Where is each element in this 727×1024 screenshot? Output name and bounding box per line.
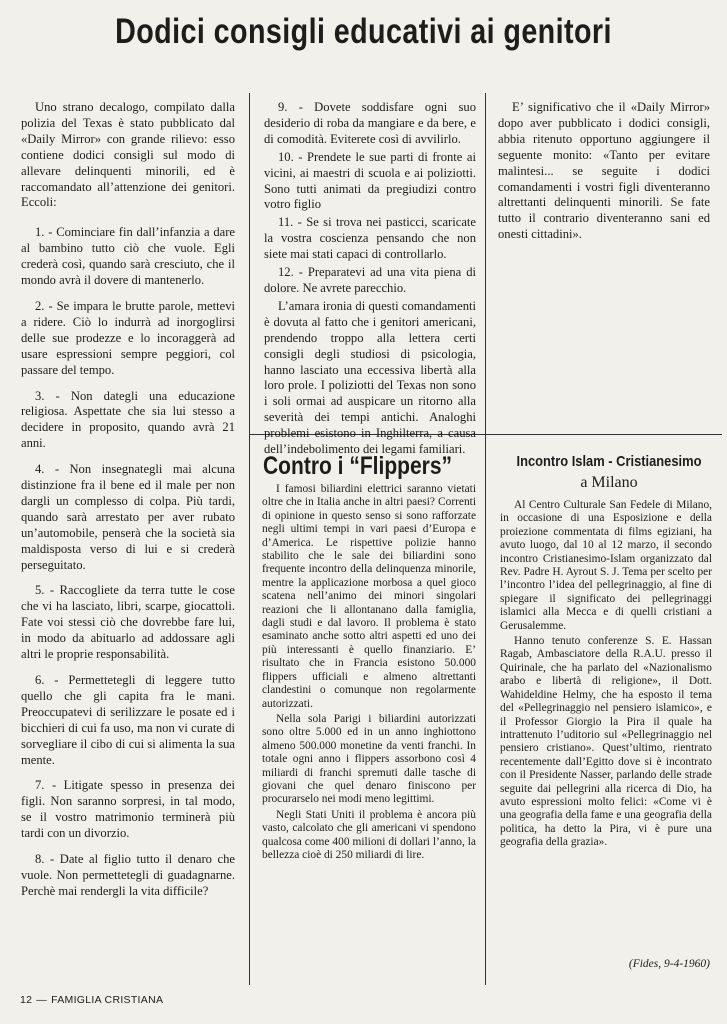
advice-item: 6. - Permettetegli di leggere tutto quello che gli capita fra le mani. Preoccupatevi di serilizzare le posate ed i bicchieri di cui fa uso, ma non vi curate di sorvegliare il cibo di cui si alimenta la sua mente. bbox=[21, 673, 235, 767]
islam-title: Incontro Islam - Cristianesimo bbox=[516, 453, 702, 470]
advice-item: 12. - Preparatevi ad una vita piena di dolore. Ne avrete parecchio. bbox=[264, 265, 476, 295]
article-closing-paragraph: E’ significativo che il «Daily Mirror» dopo aver pubblicato i dodici consigli, abbia ritenuto opportuno aggiungere il seguente monito: «Tanto per evitare malintesi... se seguite i dodici comandamenti i vostri figli diventeranno altrettanti delinquenti minorili. Se fate tutto il contrario diventeranno sani ed onesti cittadini». bbox=[498, 100, 710, 242]
advice-item: 8. - Date al figlio tutto il denaro che vuole. Non permettetegli di guadagnarne. Perchè mai rendergli la vita difficile? bbox=[21, 852, 235, 898]
article-column-2 bbox=[264, 100, 476, 457]
advice-item: 5. - Raccogliete da terra tutte le cose che vi ha lasciato, libri, scarpe, giocattoli. Fate voi stessi ciò che dovrebbe fare lui, in modo da abituarlo ad addossare agli altri le proprie responsabilità. bbox=[21, 583, 235, 662]
islam-subtitle: a Milano bbox=[580, 474, 638, 491]
flippers-body bbox=[262, 483, 476, 985]
advice-item: 4. - Non insegnategli mai alcuna distinzione fra il bene ed il male per non dargli un complesso di colpa. Più tardi, quando sarà arrestato per aver rubato un’automobile, penserà che la società sia maldisposta verso di lui e si crederà perseguitato. bbox=[21, 462, 235, 572]
footer-dash: — bbox=[36, 994, 48, 1006]
article-column-3 bbox=[498, 100, 710, 425]
islam-source: (Fides, 9-4-1960) bbox=[628, 958, 710, 970]
advice-item: 10. - Prendete le sue parti di fronte ai vicini, ai maestri di scuola e ai poliziotti. Sono tutti animati da pregiudizi contro votro figlio bbox=[264, 149, 476, 212]
flippers-paragraph: Negli Stati Uniti il problema è ancora più vasto, calcolato che gli americani vi spendono qualcosa come 400 milioni di dollari l’anno, la bellezza cioè di 250 miliardi di lire. bbox=[262, 808, 476, 861]
column-divider-left bbox=[249, 93, 250, 985]
article-title: Dodici consigli educativi ai genitori bbox=[115, 12, 612, 51]
flippers-paragraph: I famosi biliardini elettrici saranno vietati oltre che in Italia anche in altri paesi? Correnti di opinione in questo senso si sono rafforzate negli ultimi tempi in vari paesi d’Europa e d’America. Le rispettive polizie hanno stabilito che le sale dei biliardini sono frequente incontro della delinquenza minorile, mentre la applicazione morbosa a quel gioco scatena nell’animo dei minori singolari reazioni che li allontanano dalla famiglia, dagli studi e dal lavoro. Il problema è stato esaminato anche sotto altri aspetti ed uno dei più interessanti è quello finanziario. E’ risultato che in Francia esistono 50.000 flippers ufficiali e almeno altrettanti clandestini o comunque non regolarmente autorizzati. bbox=[262, 483, 476, 710]
page-number: 12 bbox=[20, 994, 33, 1006]
column-divider-right bbox=[485, 93, 486, 985]
flippers-paragraph: Nella sola Parigi i biliardini autorizzati sono oltre 5.000 ed in un anno inghiottono almeno 500.000 monetine da venti franchi. In totale ogni anno i flippers assorbono così 4 miliardi di franchi spremuti dalle tasche di giovani che quel denaro finiscono per procurarselo nei modi meno legittimi. bbox=[262, 712, 476, 806]
publication-name: FAMIGLIA CRISTIANA bbox=[51, 994, 164, 1006]
advice-item: 9. - Dovete soddisfare ogni suo desiderio di roba da mangiare e da bere, e di comodità. Eviterete così di avvilirlo. bbox=[264, 100, 476, 146]
page-footer bbox=[20, 994, 163, 1006]
article-intro: Uno strano decalogo, compilato dalla polizia del Texas è stato pubblicato dal «Daily Mirror» con grande rilievo: esso contiene dodici consigli sul modo di allevare delinquenti minorili, ed è raccomandato all’attenzione dei genitori. Eccoli: bbox=[21, 100, 235, 210]
flippers-title: Contro i “Flippers” bbox=[263, 452, 452, 480]
advice-item: 11. - Se si trova nei pasticci, scaricate la vostra coscienza pensando che non siete mai stati capaci di controllarlo. bbox=[264, 215, 476, 262]
islam-body bbox=[500, 499, 712, 954]
advice-item: 1. - Cominciare fin dall’infanzia a dare al bambino tutto ciò che vuole. Egli crederà così, quando sarà cresciuto, che il mondo avrà il dovere di mantenerlo. bbox=[21, 225, 235, 288]
advice-item: 2. - Se impara le brutte parole, mettevi a ridere. Ciò lo indurrà ad inorgoglirsi delle sue prodezze e lo incoraggerà ad usare espressioni sempre peggiori, col passare del tempo. bbox=[21, 298, 235, 377]
advice-item: 3. - Non dategli una educazione religiosa. Aspettate che sia lui stesso a decidere in proposito, quando avrà 21 anni. bbox=[21, 388, 235, 451]
article-closing-paragraph: L’amara ironia di questi comandamenti è dovuta al fatto che i genitori americani, prendendo troppo alla lettera certi consigli degli studiosi di psicologia, hanno lasciato una eccessiva libertà alla loro prole. I poliziotti del Texas non sono i soli ormai ad auspicare un ritorno alla severità dei tempi antichi. Analoghi problemi esistono in Inghilterra, a causa dell’indebolimento dei legami familiari. bbox=[264, 298, 476, 457]
advice-item: 7. - Litigate spesso in presenza dei figli. Non saranno sorpresi, in tal modo, se il vostro matrimonio terminerà più tardi con un divorzio. bbox=[21, 778, 235, 841]
islam-paragraph: Hanno tenuto conferenze S. E. Hassan Ragab, Ambasciatore della R.A.U. presso il Quirinale, che ha parlato del «Nazionalismo arabo e libertà di religione», il Dott. Wahideldine Helmy, che ha esposto il tema del «Pellegrinaggio nel pensiero islamico», e il Professor Giorgio la Pira il quale ha intrattenuto l’uditorio sul «Pellegrinaggio nel pensiero cristiano». Quest’ultimo, rientrato recentemente dall’Egitto dove si è incontrato con il Presidente Nasser, parlando delle strade seguite dai pellegrini alla ricerca di Dio, ha avuto espressioni molto felici: «Come vi è una geografia della fame e una geografia della politica, ha detto la Pira, vi è pure una geografia della grazia». bbox=[500, 635, 712, 849]
islam-paragraph: Al Centro Culturale San Fedele di Milano, in occasione di una Esposizione e della proiezione commentata di films egiziani, ha avuto luogo, dal 10 al 12 marzo, il secondo incontro Cristianesimo-Islam organizzato dal Rev. Padre H. Ayrout S. J. Tema per scelto per l’incontro l’idea del pellegrinaggio, al fine di spiegare il significato dei pellegrinaggi islamici alla Mecca e di quelli cristiani a Gerusalemme. bbox=[500, 499, 712, 632]
article-column-1 bbox=[21, 100, 235, 985]
